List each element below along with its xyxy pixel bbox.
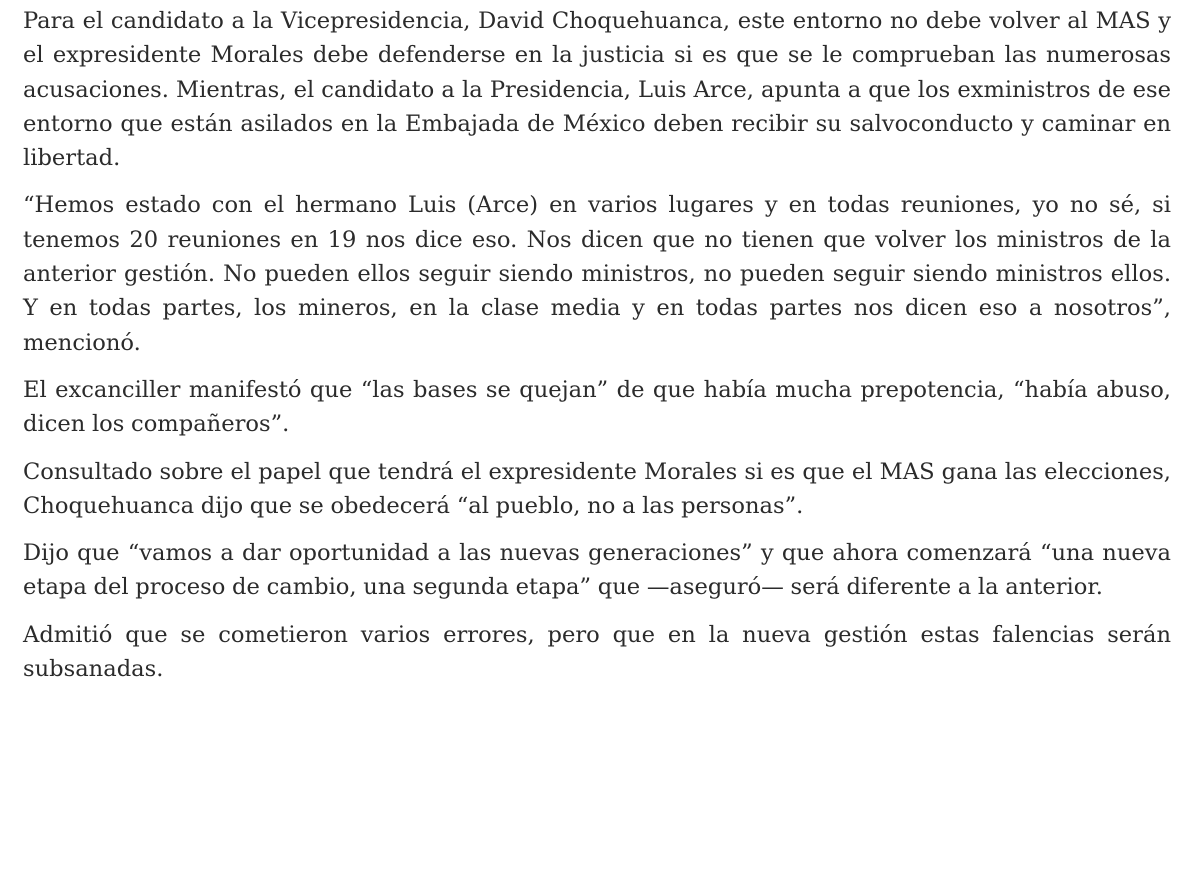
article-paragraph: Admitió que se cometieron varios errores, pero que en la nueva gestión estas falencias serán subsanadas. (23, 621, 1171, 683)
article-paragraph: Dijo que “vamos a dar oportunidad a las nuevas generaciones” y que ahora comenzará “una nueva etapa del proceso de cambio, una segunda etapa” que —aseguró— será diferente a la anterior. (23, 540, 1171, 601)
article-paragraph: Para el candidato a la Vicepresidencia, David Choquehuanca, este entorno no debe volver al MAS y el expresidente Morales debe defenderse en la justicia si es que se le comprueban las numerosas acusaciones. Mientras, el candidato a la Presidencia, Luis Arce, apunta a que los exministros de ese entorno que están asilados en la Embajada de México deben recibir su salvoconducto y caminar en libertad. (23, 8, 1171, 172)
article-paragraph: Consultado sobre el papel que tendrá el expresidente Morales si es que el MAS gana las elecciones, Choquehuanca dijo que se obedecerá “al pueblo, no a las personas”. (23, 458, 1171, 519)
article-paragraph: El excanciller manifestó que “las bases se quejan” de que había mucha prepotencia, “había abuso, dicen los compañeros”. (23, 376, 1171, 438)
article-paragraph: “Hemos estado con el hermano Luis (Arce) en varios lugares y en todas reuniones, yo no sé, si tenemos 20 reuniones en 19 nos dice eso. Nos dicen que no tienen que volver los ministros de la anterior gestión. No pueden ellos seguir siendo ministros, no pueden seguir siendo ministros ellos. Y en todas partes, los mineros, en la clase media y en todas partes nos dicen eso a nosotros”, mencionó. (23, 192, 1171, 356)
